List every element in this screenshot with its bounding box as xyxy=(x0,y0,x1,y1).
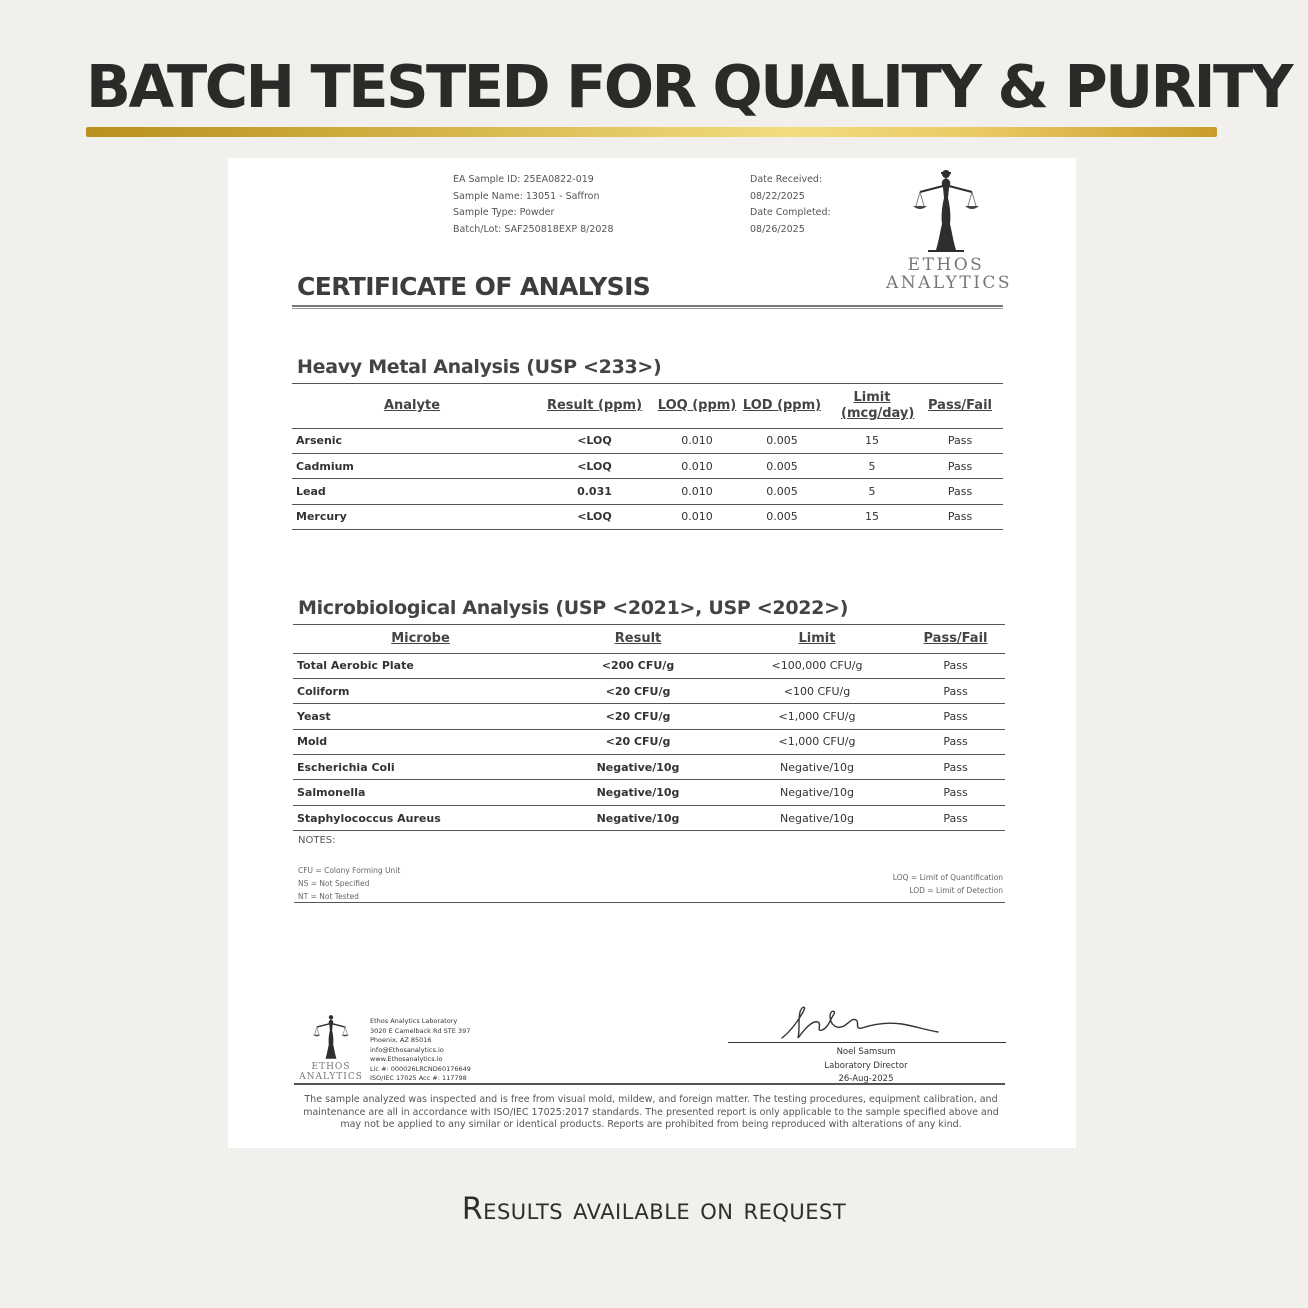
results-footer: Results available on request xyxy=(461,1192,847,1227)
lod-cell: 0.005 xyxy=(737,428,827,453)
table-row xyxy=(292,428,1003,453)
lab-license: Lic #: 000026LRCND60176649 xyxy=(370,1064,471,1073)
analyte-cell: Lead xyxy=(292,479,532,504)
limit-cell: <100,000 CFU/g xyxy=(728,653,906,678)
disclaimer-text: The sample analyzed was inspected and is free from visual mold, mildew, and foreign matter. The testing procedures, equipment calibration, and maintenance are all in accordance with ISO/IEC 17025:2017 standards. The presented report is only applicable to the sample specified above and may not be applied to any similar or identical products. Reports are prohibited from being reproduced with alterations of any kind. xyxy=(303,1094,999,1130)
pass-fail-cell: Pass xyxy=(906,805,1005,830)
limit-cell: <100 CFU/g xyxy=(728,678,906,703)
table-row xyxy=(293,729,1005,754)
column-header: Pass/Fail xyxy=(906,625,1005,653)
lab-address: 3020 E Camelback Rd STE 397 xyxy=(370,1026,471,1035)
logo-text-ethos: ETHOS xyxy=(311,1062,351,1072)
handwritten-signature xyxy=(778,1000,948,1044)
table-row xyxy=(292,479,1003,504)
table-row xyxy=(292,504,1003,529)
column-header: Limit (mcg/day) xyxy=(827,384,917,428)
sample-meta xyxy=(453,172,614,239)
meta-date-completed-label: Date Completed: xyxy=(750,207,831,219)
meta-sample-type: Sample Type: Powder xyxy=(453,207,555,219)
loq-cell: 0.010 xyxy=(657,428,737,453)
result-cell: Negative/10g xyxy=(548,755,728,780)
date-meta xyxy=(750,172,831,239)
page-banner-title: BATCH TESTED FOR QUALITY & PURITY xyxy=(86,52,1292,121)
meta-date-received-label: Date Received: xyxy=(750,174,823,185)
lab-email: info@Ethosanalytics.io xyxy=(370,1045,444,1054)
microbe-cell: Coliform xyxy=(293,678,548,703)
note-line: NS = Not Specified xyxy=(298,879,370,888)
meta-date-completed: 08/26/2025 xyxy=(750,224,805,236)
column-header: Limit xyxy=(728,625,906,653)
table-row xyxy=(293,678,1005,703)
analyte-cell: Mercury xyxy=(292,504,532,529)
signature-line xyxy=(728,1042,1006,1043)
scales-of-justice-figure-icon xyxy=(906,168,986,256)
result-cell: <LOQ xyxy=(532,504,657,529)
result-cell: <20 CFU/g xyxy=(548,729,728,754)
lod-cell: 0.005 xyxy=(737,479,827,504)
notes-abbreviations xyxy=(298,864,400,903)
table-row xyxy=(293,755,1005,780)
limit-cell: Negative/10g xyxy=(728,755,906,780)
microbe-cell: Staphylococcus Aureus xyxy=(293,805,548,830)
heavy-metal-section-title: Heavy Metal Analysis (USP <233>) xyxy=(297,356,662,378)
microbiological-table xyxy=(293,625,1005,831)
result-cell: Negative/10g xyxy=(548,805,728,830)
lod-cell: 0.005 xyxy=(737,504,827,529)
lab-accreditation: ISO/IEC 17025 Acc #: 117798 xyxy=(370,1074,467,1082)
column-header: Result xyxy=(548,625,728,653)
scales-of-justice-figure-icon xyxy=(308,1014,354,1062)
notes-label: NOTES: xyxy=(298,835,336,846)
gold-divider xyxy=(86,127,1217,137)
column-header: LOD (ppm) xyxy=(737,384,827,428)
pass-fail-cell: Pass xyxy=(906,678,1005,703)
logo-text-analytics: ANALYTICS xyxy=(299,1072,363,1082)
loq-cell: 0.010 xyxy=(657,504,737,529)
note-line: LOQ = Limit of Quantification xyxy=(892,873,1003,882)
note-line: CFU = Colony Forming Unit xyxy=(298,866,401,875)
signatory-block xyxy=(788,1046,944,1087)
lod-cell: 0.005 xyxy=(737,453,827,478)
ethos-logo xyxy=(886,168,1013,293)
logo-text-ethos: ETHOS xyxy=(907,255,985,275)
pass-fail-cell: Pass xyxy=(917,479,1003,504)
microbiological-section-title: Microbiological Analysis (USP <2021>, USP <2022>) xyxy=(298,597,849,619)
limit-cell: Negative/10g xyxy=(728,805,906,830)
notes-divider xyxy=(294,902,1005,903)
pass-fail-cell: Pass xyxy=(906,755,1005,780)
analyte-cell: Cadmium xyxy=(292,453,532,478)
pass-fail-cell: Pass xyxy=(906,653,1005,678)
microbe-cell: Escherichia Coli xyxy=(293,755,548,780)
result-cell: <20 CFU/g xyxy=(548,678,728,703)
result-cell: Negative/10g xyxy=(548,780,728,805)
column-header: Analyte xyxy=(292,384,532,428)
meta-sample-name: Sample Name: 13051 - Saffron xyxy=(453,190,600,202)
meta-batch-lot: Batch/Lot: SAF250818EXP 8/2028 xyxy=(453,224,614,236)
footer-divider xyxy=(294,1083,1005,1085)
table-header-row xyxy=(293,625,1005,653)
note-line: NT = Not Tested xyxy=(298,892,359,901)
signatory-name: Noel Samsum xyxy=(836,1047,896,1057)
limit-cell: 15 xyxy=(827,504,917,529)
result-cell: <LOQ xyxy=(532,428,657,453)
result-cell: <200 CFU/g xyxy=(548,653,728,678)
lab-name: Ethos Analytics Laboratory xyxy=(370,1017,458,1025)
notes-definitions xyxy=(828,871,1003,897)
pass-fail-cell: Pass xyxy=(906,704,1005,729)
pass-fail-cell: Pass xyxy=(917,428,1003,453)
meta-date-received: 08/22/2025 xyxy=(750,190,805,202)
column-header: LOQ (ppm) xyxy=(657,384,737,428)
table-row xyxy=(292,453,1003,478)
table-row xyxy=(293,805,1005,830)
limit-cell: <1,000 CFU/g xyxy=(728,729,906,754)
result-cell: 0.031 xyxy=(532,479,657,504)
loq-cell: 0.010 xyxy=(657,453,737,478)
lab-contact-info xyxy=(370,1017,471,1084)
table-row xyxy=(293,704,1005,729)
signatory-role: Laboratory Director xyxy=(824,1060,908,1071)
heavy-metal-table xyxy=(292,384,1003,530)
pass-fail-cell: Pass xyxy=(917,504,1003,529)
limit-cell: <1,000 CFU/g xyxy=(728,704,906,729)
table-row xyxy=(293,653,1005,678)
logo-text-analytics: ANALYTICS xyxy=(886,273,1013,293)
result-cell: <20 CFU/g xyxy=(548,704,728,729)
column-header: Result (ppm) xyxy=(532,384,657,428)
microbe-cell: Salmonella xyxy=(293,780,548,805)
analyte-cell: Arsenic xyxy=(292,428,532,453)
limit-cell: 5 xyxy=(827,479,917,504)
lab-city: Phoenix, AZ 85016 xyxy=(370,1036,432,1044)
certificate-title: CERTIFICATE OF ANALYSIS xyxy=(297,272,651,301)
table-row xyxy=(293,780,1005,805)
note-line: LOD = Limit of Detection xyxy=(909,886,1003,895)
table-header-row xyxy=(292,384,1003,428)
meta-sample-id: EA Sample ID: 25EA0822-019 xyxy=(453,174,594,185)
lab-logo xyxy=(294,1014,368,1082)
signature-date: 26-Aug-2025 xyxy=(838,1074,894,1084)
lab-website: www.Ethosanalytics.io xyxy=(370,1055,443,1063)
certificate-document xyxy=(228,158,1076,1148)
limit-cell: 15 xyxy=(827,428,917,453)
pass-fail-cell: Pass xyxy=(906,780,1005,805)
microbe-cell: Yeast xyxy=(293,704,548,729)
microbe-cell: Mold xyxy=(293,729,548,754)
loq-cell: 0.010 xyxy=(657,479,737,504)
limit-cell: 5 xyxy=(827,453,917,478)
limit-cell: Negative/10g xyxy=(728,780,906,805)
pass-fail-cell: Pass xyxy=(906,729,1005,754)
title-divider xyxy=(292,305,1003,309)
column-header: Microbe xyxy=(293,625,548,653)
pass-fail-cell: Pass xyxy=(917,453,1003,478)
column-header: Pass/Fail xyxy=(917,384,1003,428)
result-cell: <LOQ xyxy=(532,453,657,478)
microbe-cell: Total Aerobic Plate xyxy=(293,653,548,678)
